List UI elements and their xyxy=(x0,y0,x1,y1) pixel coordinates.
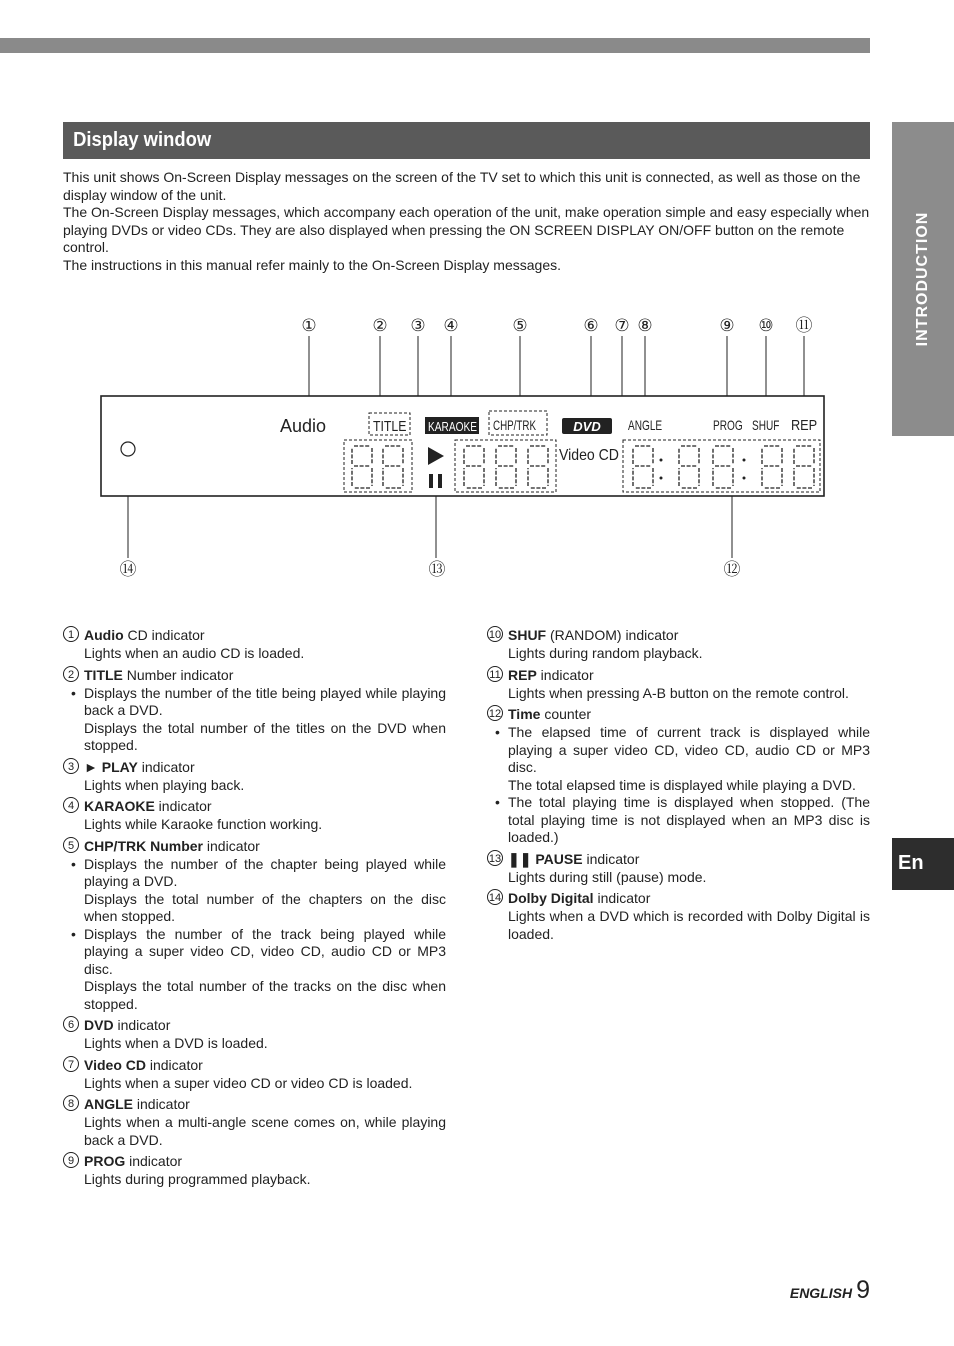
indicator-suffix: (RANDOM) indicator xyxy=(546,627,679,643)
item-number-badge: 13 xyxy=(487,850,503,866)
indicator-name: KARAOKE xyxy=(84,798,155,814)
callout-1: ① xyxy=(301,316,317,336)
item-number-badge: 4 xyxy=(63,797,79,813)
callout-7: ⑦ xyxy=(614,316,630,336)
indicator-bullets xyxy=(63,685,446,755)
indicator-name: Time xyxy=(508,706,541,722)
indicator-name: ANGLE xyxy=(84,1096,133,1112)
intro-paragraph-3: The instructions in this manual refer mainly to the On-Screen Display messages. xyxy=(63,256,561,273)
item-number-badge: 12 xyxy=(487,705,503,721)
indicator-item-3 xyxy=(63,757,446,795)
section-title: Display window xyxy=(73,129,212,151)
indicator-heading xyxy=(487,849,870,869)
callout-4: ④ xyxy=(443,316,459,336)
intro-text xyxy=(63,169,870,275)
callout-6: ⑥ xyxy=(583,316,599,336)
top-rule xyxy=(0,38,870,53)
indicator-item-5 xyxy=(63,836,446,1014)
indicator-heading xyxy=(63,1015,446,1035)
indicator-item-10 xyxy=(487,625,870,663)
bullet-point: • Displays the number of the chapter being played while playing a DVD. xyxy=(84,856,446,891)
rep-label: REP xyxy=(791,415,818,434)
section-header xyxy=(63,122,870,159)
indicator-heading xyxy=(63,836,446,856)
item-number-badge: 1 xyxy=(63,626,79,642)
indicator-description: Lights when a DVD is loaded. xyxy=(84,1035,268,1051)
indicator-suffix: indicator xyxy=(154,798,212,814)
display-window-diagram xyxy=(0,300,954,600)
indicator-heading xyxy=(63,665,446,685)
bullet-continuation: Displays the total number of the titles on the DVD when stopped. xyxy=(84,719,446,753)
title-label: TITLE xyxy=(373,417,407,435)
intro-paragraph-2: The On-Screen Display messages, which accompany each operation of the unit, make operation simple and easy especially when playing DVDs or video CDs. They are also displayed when pressing the ON SCREEN DISPLAY ON/OFF button on the remote control. xyxy=(63,204,870,256)
item-number-badge: 2 xyxy=(63,666,79,682)
indicator-description: Lights when playing back. xyxy=(84,776,245,793)
indicator-heading xyxy=(63,1094,446,1114)
item-number-badge: 5 xyxy=(63,837,79,853)
item-number-badge: 14 xyxy=(487,889,503,905)
footer-language: ENGLISH xyxy=(789,1285,853,1301)
language-tab: En xyxy=(892,838,954,890)
indicator-item-6 xyxy=(63,1015,446,1053)
indicator-item-7 xyxy=(63,1055,446,1093)
indicator-name: PAUSE xyxy=(535,850,583,867)
indicator-heading xyxy=(487,665,870,685)
indicator-heading xyxy=(487,704,870,724)
prog-label: PROG xyxy=(713,417,743,434)
indicator-name: CHP/TRK Number xyxy=(84,837,204,854)
indicator-description: Lights when a DVD which is recorded with Dolby Digital is loaded. xyxy=(508,908,870,942)
indicator-suffix: indicator xyxy=(145,1056,203,1073)
indicator-heading xyxy=(63,757,446,777)
indicator-name: PROG xyxy=(84,1153,126,1169)
item-number-badge: 8 xyxy=(63,1095,79,1111)
indicator-item-4 xyxy=(63,796,446,834)
videocd-label: Video CD xyxy=(559,446,619,465)
indicator-suffix: indicator xyxy=(582,850,640,867)
callout-14: ⑭ xyxy=(119,560,137,580)
indicator-suffix: indicator xyxy=(137,758,195,775)
indicator-description: Lights when a super video CD or video CD is loaded. xyxy=(84,1074,413,1091)
bullet-continuation: Displays the total number of the tracks on the disc when stopped. xyxy=(84,978,446,1012)
callout-9: ⑨ xyxy=(719,316,735,336)
intro-paragraph-1: This unit shows On-Screen Display messages on the screen of the TV set to which this unit is connected, as well as those on the display window of the unit. xyxy=(63,169,861,203)
indicator-heading xyxy=(63,1151,446,1171)
page-number: 9 xyxy=(856,1276,870,1304)
indicator-description: Lights when pressing A-B button on the remote control. xyxy=(508,684,849,701)
indicator-name: REP xyxy=(508,666,537,683)
bullet-point: • The total playing time is displayed when stopped. (The total playing time is not displayed when an MP3 disc is loaded.) xyxy=(508,794,870,847)
indicator-suffix: indicator xyxy=(536,666,594,683)
angle-label: ANGLE xyxy=(628,417,663,434)
indicator-suffix: indicator xyxy=(593,890,651,906)
indicator-description: Lights during programmed playback. xyxy=(84,1171,311,1187)
indicator-item-11 xyxy=(487,665,870,703)
indicator-description: Lights while Karaoke function working. xyxy=(84,816,323,832)
item-number-badge: 9 xyxy=(63,1152,79,1168)
callout-2: ② xyxy=(372,316,388,336)
indicator-heading xyxy=(487,888,870,908)
indicator-item-14 xyxy=(487,888,870,943)
bullet-point: • Displays the number of the track being played while playing a super video CD, video CD, audio CD or MP3 disc. xyxy=(84,926,446,979)
callout-11: ⑪ xyxy=(795,316,813,336)
page-footer xyxy=(790,1276,870,1305)
indicator-suffix: indicator xyxy=(203,837,260,854)
karaoke-label: KARAOKE xyxy=(427,419,477,435)
indicator-name: DVD xyxy=(84,1017,114,1033)
item-number-badge: 7 xyxy=(63,1056,79,1072)
indicator-description: Lights when a multi-angle scene comes on, while playing back a DVD. xyxy=(84,1114,446,1148)
callout-3: ③ xyxy=(410,316,426,336)
indicator-list-right xyxy=(487,625,870,945)
indicator-bullets xyxy=(487,724,870,847)
pause-icon: ❚❚ xyxy=(508,850,532,867)
dvd-label: DVD xyxy=(573,419,601,434)
indicator-heading xyxy=(63,796,446,816)
callout-12: ⑫ xyxy=(723,560,741,580)
indicator-list-left xyxy=(63,625,446,1191)
indicator-item-9 xyxy=(63,1151,446,1189)
callout-8: ⑧ xyxy=(637,316,653,336)
callout-10: ⑩ xyxy=(758,316,774,336)
bullet-point: • The elapsed time of current track is displayed while playing a super video CD, video CD, audio CD or MP3 disc. xyxy=(508,724,870,777)
indicator-suffix: CD indicator xyxy=(123,627,205,643)
indicator-suffix: indicator xyxy=(133,1096,190,1112)
indicator-heading xyxy=(63,625,446,645)
play-icon: ► xyxy=(84,758,98,775)
indicator-suffix: indicator xyxy=(113,1017,171,1033)
callout-5: ⑤ xyxy=(512,316,528,336)
indicator-name: TITLE xyxy=(84,666,123,683)
indicator-item-13 xyxy=(487,849,870,887)
side-tab-label: INTRODUCTION xyxy=(914,211,931,347)
indicator-name: PLAY xyxy=(101,758,138,775)
indicator-name: Audio xyxy=(84,627,124,643)
indicator-item-8 xyxy=(63,1094,446,1149)
bullet-point: • Displays the number of the title being played while playing back a DVD. xyxy=(84,685,446,720)
indicator-heading xyxy=(487,625,870,645)
audio-label: Audio xyxy=(280,416,327,436)
indicator-suffix: Number indicator xyxy=(122,666,234,683)
indicator-item-2 xyxy=(63,665,446,755)
indicator-bullets xyxy=(63,856,446,1014)
indicator-description: Lights when an audio CD is loaded. xyxy=(84,645,305,661)
callout-13: ⑬ xyxy=(428,560,446,580)
chptrk-label: CHP/TRK xyxy=(493,417,536,434)
item-number-badge: 6 xyxy=(63,1016,79,1032)
indicator-suffix: indicator xyxy=(125,1153,183,1169)
bullet-continuation: The total elapsed time is displayed while playing a DVD. xyxy=(508,776,856,793)
shuf-label: SHUF xyxy=(752,417,780,434)
indicator-heading xyxy=(63,1055,446,1075)
item-number-badge: 3 xyxy=(63,758,79,774)
item-number-badge: 11 xyxy=(487,666,503,682)
indicator-name: Video CD xyxy=(84,1056,146,1073)
indicator-name: SHUF xyxy=(508,627,547,643)
bullet-continuation: Displays the total number of the chapters on the disc when stopped. xyxy=(84,890,446,924)
indicator-suffix: counter xyxy=(540,706,592,722)
indicator-item-1 xyxy=(63,625,446,663)
indicator-description: Lights during still (pause) mode. xyxy=(508,868,707,885)
indicator-description: Lights during random playback. xyxy=(508,645,703,661)
indicator-item-12 xyxy=(487,704,870,847)
item-number-badge: 10 xyxy=(487,626,503,642)
indicator-name: Dolby Digital xyxy=(508,890,594,906)
